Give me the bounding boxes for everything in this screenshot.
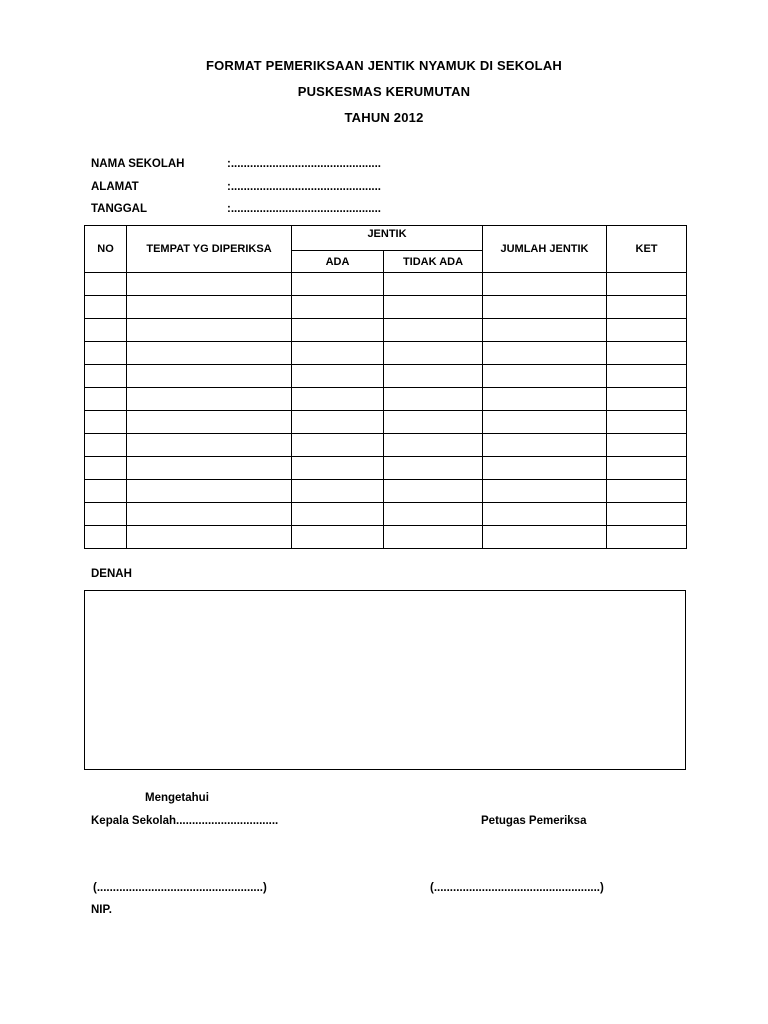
table-cell: [607, 411, 687, 434]
table-row: [85, 411, 687, 434]
table-cell: [292, 319, 384, 342]
nip-label: NIP.: [91, 904, 112, 916]
table-cell: [292, 342, 384, 365]
table-cell: [483, 457, 607, 480]
denah-box: [84, 590, 686, 770]
table-cell: [384, 480, 483, 503]
table-row: [85, 319, 687, 342]
header-no: NO: [85, 226, 127, 273]
table-cell: [384, 365, 483, 388]
table-cell: [384, 503, 483, 526]
table-cell: [127, 457, 292, 480]
form-subtitle-puskesmas: PUSKESMAS KERUMUTAN: [297, 84, 471, 99]
table-body: [85, 273, 687, 549]
table-cell: [127, 434, 292, 457]
table-cell: [384, 457, 483, 480]
table-cell: [483, 388, 607, 411]
table-row: [85, 480, 687, 503]
table-cell: [85, 296, 127, 319]
table-cell: [127, 411, 292, 434]
table-cell: [127, 480, 292, 503]
table-cell: [85, 457, 127, 480]
table-cell: [384, 342, 483, 365]
field-label: ALAMAT: [91, 181, 139, 193]
table-cell: [292, 365, 384, 388]
table-cell: [607, 365, 687, 388]
table-cell: [292, 411, 384, 434]
table-cell: [607, 526, 687, 549]
table-cell: [607, 480, 687, 503]
table-cell: [607, 457, 687, 480]
table-cell: [483, 273, 607, 296]
table-row: [85, 526, 687, 549]
table-cell: [384, 319, 483, 342]
table-cell: [85, 365, 127, 388]
table-cell: [607, 342, 687, 365]
table-cell: [85, 503, 127, 526]
table-row: [85, 342, 687, 365]
header-ada: ADA: [292, 251, 384, 273]
table-cell: [483, 319, 607, 342]
denah-label: DENAH: [91, 568, 132, 580]
table-row: [85, 434, 687, 457]
table-cell: [384, 388, 483, 411]
table-cell: [384, 296, 483, 319]
table-cell: [292, 296, 384, 319]
table-row: [85, 388, 687, 411]
table-cell: [292, 273, 384, 296]
table-cell: [292, 434, 384, 457]
table-cell: [127, 526, 292, 549]
table-cell: [85, 526, 127, 549]
table-cell: [607, 319, 687, 342]
form-title: FORMAT PEMERIKSAAN JENTIK NYAMUK DI SEKOLAH: [205, 58, 562, 73]
table-cell: [483, 365, 607, 388]
table-cell: [483, 480, 607, 503]
field-value: :...............................................: [227, 158, 381, 170]
table-cell: [127, 273, 292, 296]
table-cell: [85, 480, 127, 503]
table-row: [85, 296, 687, 319]
table-cell: [607, 388, 687, 411]
table-cell: [127, 319, 292, 342]
table-cell: [607, 273, 687, 296]
table-cell: [384, 273, 483, 296]
table-cell: [127, 388, 292, 411]
table-cell: [607, 296, 687, 319]
table-cell: [483, 342, 607, 365]
inspection-table: [84, 225, 687, 549]
table-cell: [384, 526, 483, 549]
table-cell: [483, 526, 607, 549]
table-cell: [292, 503, 384, 526]
table-cell: [607, 503, 687, 526]
table-cell: [127, 296, 292, 319]
table-row: [85, 503, 687, 526]
header-tempat: TEMPAT YG DIPERIKSA: [127, 226, 292, 273]
table-cell: [292, 388, 384, 411]
table-cell: [292, 457, 384, 480]
kepala-sekolah-label: Kepala Sekolah................................: [91, 815, 279, 827]
table-cell: [607, 434, 687, 457]
table-cell: [483, 503, 607, 526]
table-cell: [85, 319, 127, 342]
table-cell: [292, 526, 384, 549]
signature-name-right: (....................................................): [430, 882, 604, 894]
table-cell: [483, 296, 607, 319]
form-subtitle-year: TAHUN 2012: [344, 110, 424, 125]
table-cell: [85, 411, 127, 434]
table-cell: [85, 273, 127, 296]
table-cell: [483, 411, 607, 434]
table-cell: [292, 480, 384, 503]
table-cell: [483, 434, 607, 457]
table-row: [85, 365, 687, 388]
table-cell: [384, 411, 483, 434]
table-cell: [85, 434, 127, 457]
signature-name-left: (....................................................): [93, 882, 267, 894]
field-label: NAMA SEKOLAH: [91, 158, 185, 170]
field-label: TANGGAL: [91, 203, 148, 215]
table-cell: [127, 365, 292, 388]
table-cell: [127, 503, 292, 526]
table-cell: [127, 342, 292, 365]
header-jentik: JENTIK: [292, 226, 483, 251]
petugas-label: Petugas Pemeriksa: [481, 815, 587, 827]
field-value: :...............................................: [227, 181, 381, 193]
mengetahui-label: Mengetahui: [145, 792, 209, 804]
table-cell: [384, 434, 483, 457]
table-row: [85, 273, 687, 296]
header-ket: KET: [607, 226, 687, 273]
field-value: :...............................................: [227, 203, 381, 215]
table-cell: [85, 388, 127, 411]
header-tidak-ada: TIDAK ADA: [384, 251, 483, 273]
table-cell: [85, 342, 127, 365]
header-jumlah-jentik: JUMLAH JENTIK: [483, 226, 607, 273]
table-row: [85, 457, 687, 480]
